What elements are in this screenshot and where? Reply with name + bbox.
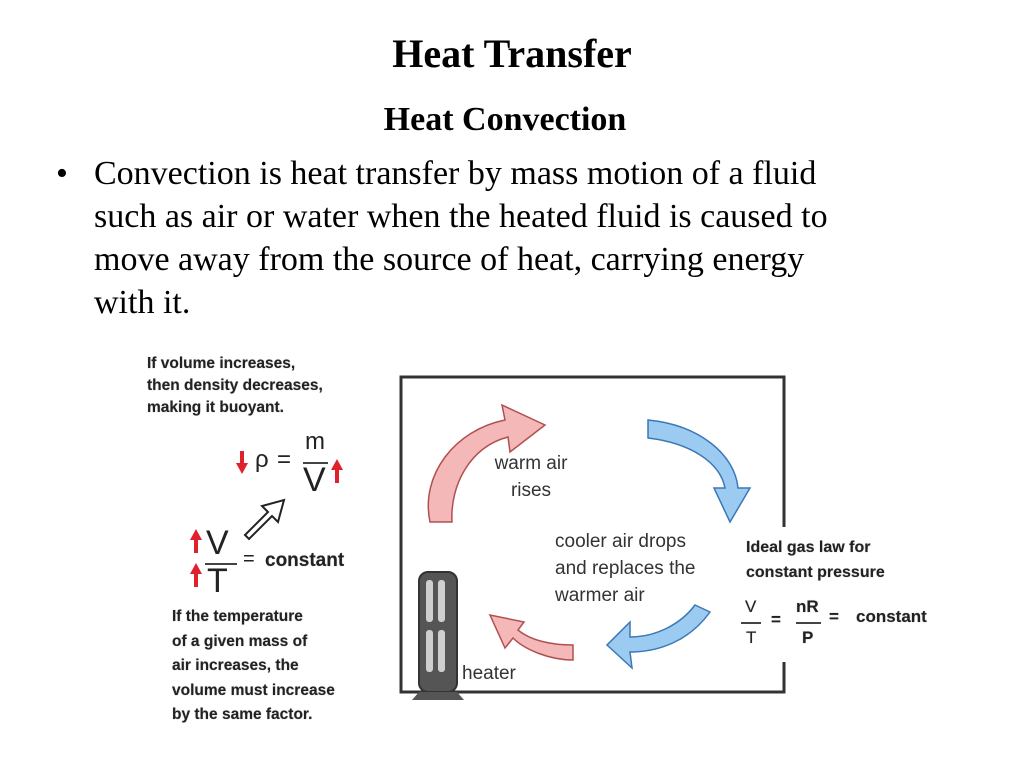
cooler-air-label: cooler air drops and replaces the warmer air: [555, 531, 696, 606]
ideal-equals-1: =: [771, 610, 781, 629]
bullet-line: with it.: [94, 284, 191, 321]
charles-v: V: [206, 524, 229, 562]
heater-label: heater: [462, 663, 516, 684]
ideal-t: T: [746, 628, 757, 647]
ideal-gas-title: Ideal gas law for constant pressure: [746, 539, 885, 581]
bullet-line: Convection is heat transfer by mass motion of a fluid: [94, 155, 817, 192]
note-top: If volume increases, then density decreases, making it buoyant.: [147, 355, 323, 416]
slide-title: Heat Transfer: [392, 31, 632, 76]
charles-equals: =: [243, 548, 255, 570]
volume-symbol: V: [303, 461, 326, 499]
warm-air-label: warm air rises: [494, 453, 568, 501]
ideal-v: V: [745, 597, 757, 616]
fraction-bar: [741, 622, 761, 624]
ideal-equals-2: =: [829, 607, 839, 626]
hollow-arrow-icon: [245, 500, 284, 539]
note-bottom: If the temperature of a given mass of air increases, the volume must increase by the same factor.: [172, 608, 335, 723]
slide-subtitle: Heat Convection: [383, 101, 627, 138]
equals-sign: =: [277, 446, 292, 473]
bullet-marker: •: [56, 155, 68, 192]
fraction-bar: [796, 622, 821, 624]
ideal-constant: constant: [856, 607, 927, 626]
ideal-p: P: [802, 628, 814, 647]
charles-constant: constant: [265, 550, 345, 571]
bullet-line: move away from the source of heat, carrying energy: [94, 241, 805, 278]
mass-symbol: m: [305, 428, 325, 455]
heater-icon: [412, 572, 464, 700]
charles-t: T: [207, 562, 228, 600]
bullet-line: such as air or water when the heated fluid is caused to: [94, 198, 828, 235]
rho-symbol: ρ: [255, 446, 269, 473]
ideal-nr: nR: [796, 597, 819, 616]
